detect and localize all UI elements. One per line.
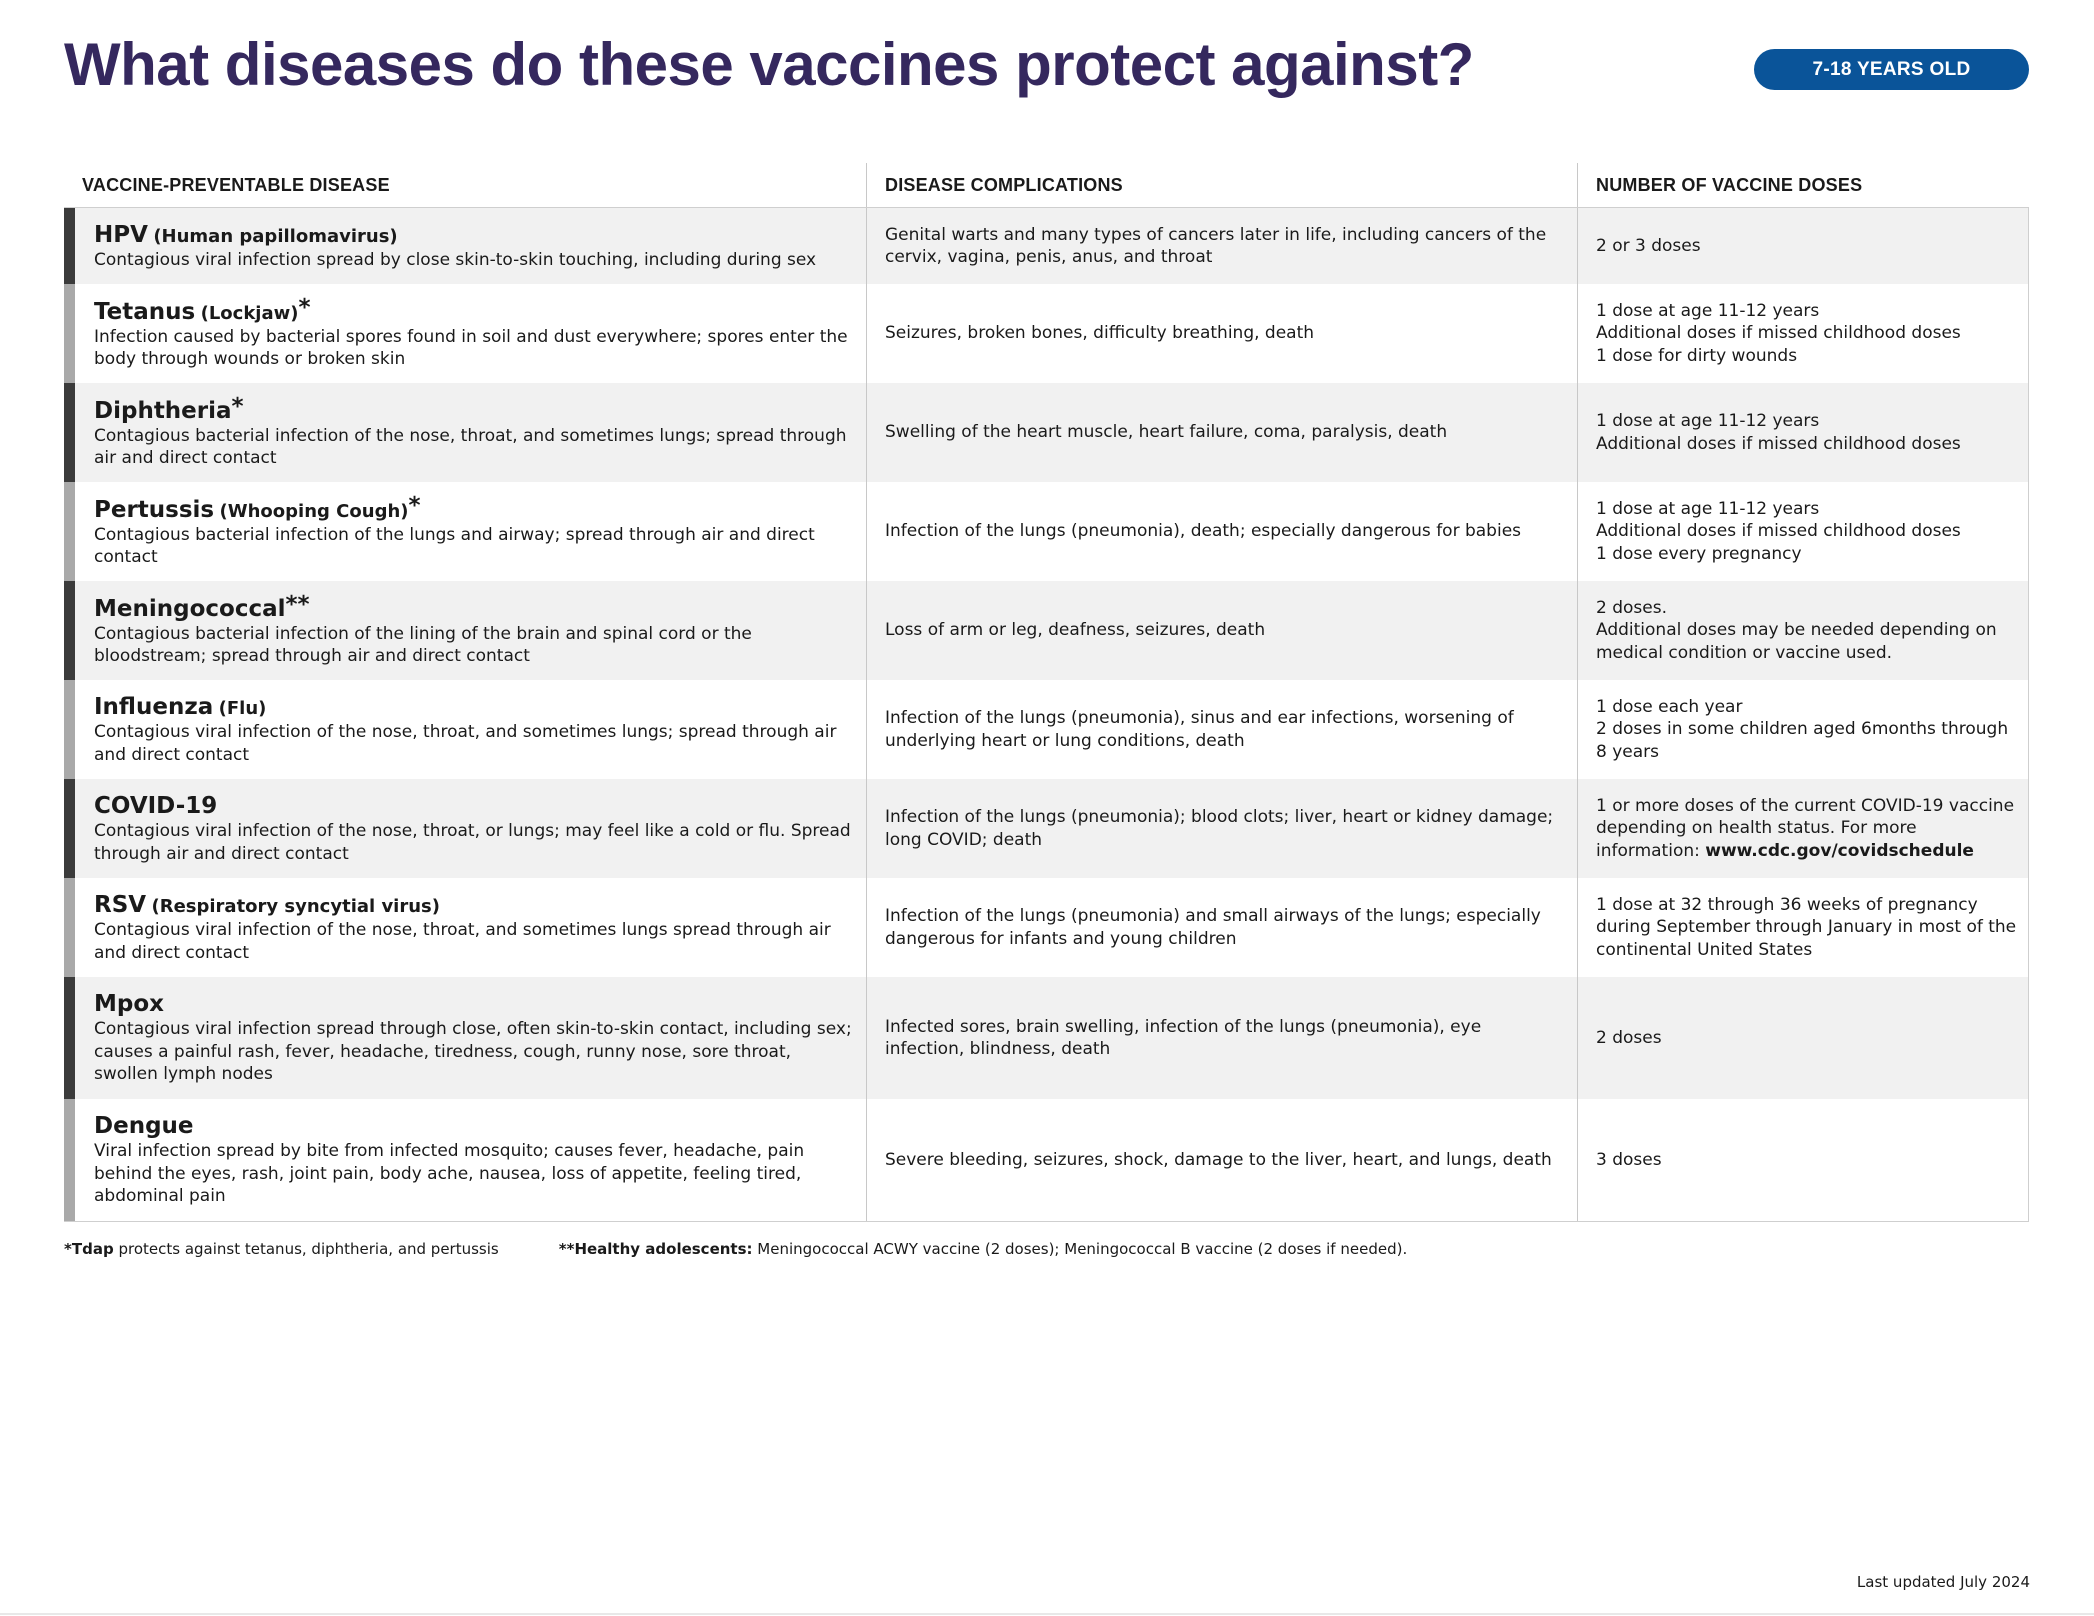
table-row <box>64 779 2028 878</box>
dose-line: 1 dose for dirty wounds <box>1596 345 1798 366</box>
disease-info <box>94 221 816 272</box>
doses-list <box>1596 696 2017 764</box>
row-accent-bar <box>64 779 75 878</box>
complications-text: Seizures, broken bones, difficulty breathing, death <box>885 323 1315 344</box>
table-row <box>64 878 2028 977</box>
disease-cell <box>64 977 866 1099</box>
row-accent-bar <box>64 208 75 284</box>
disease-subtitle: (Flu) <box>218 698 267 719</box>
dose-text: 1 or more doses of the current COVID-19 vaccine depending on health status. For more information: <box>1596 795 2015 861</box>
complications-cell <box>866 680 1577 779</box>
dose-line: 2 or 3 doses <box>1596 235 1701 256</box>
dose-line: Additional doses if missed childhood doses <box>1596 521 1961 542</box>
disease-description: Contagious viral infection of the nose, throat, or lungs; may feel like a cold or flu. Spread through air and direct contact <box>94 821 851 864</box>
disease-heading <box>94 591 852 623</box>
doses-cell <box>1577 680 2029 779</box>
footnote-meningococcal <box>559 1240 1407 1258</box>
disease-name: Pertussis <box>94 496 215 523</box>
disease-heading <box>94 294 852 326</box>
disease-info <box>94 591 852 668</box>
disease-info <box>94 1112 852 1208</box>
complications-cell <box>866 482 1577 581</box>
disease-info <box>94 492 852 569</box>
disease-cell <box>64 779 866 878</box>
footnote-tdap-text: protects against tetanus, diphtheria, and pertussis <box>113 1240 499 1258</box>
complications-cell <box>866 878 1577 977</box>
dose-line: 1 dose every pregnancy <box>1596 543 1802 564</box>
dose-line: 2 doses. <box>1596 597 1667 618</box>
disease-cell <box>64 208 866 284</box>
row-accent-bar <box>64 878 75 977</box>
footnote-tdap-mark: * <box>64 1240 72 1258</box>
dose-line: Additional doses if missed childhood doses <box>1596 323 1961 344</box>
footnotes <box>64 1240 1407 1258</box>
table-row <box>64 208 2028 284</box>
disease-cell <box>64 878 866 977</box>
doses-cell <box>1577 383 2029 482</box>
row-accent-bar <box>64 680 75 779</box>
complications-cell <box>866 383 1577 482</box>
row-accent-bar <box>64 581 75 680</box>
disease-heading <box>94 792 852 820</box>
dose-line <box>1596 795 2017 863</box>
complications-cell <box>866 581 1577 680</box>
disease-info <box>94 393 852 470</box>
dose-line: 3 doses <box>1596 1149 1662 1170</box>
disease-name: COVID-19 <box>94 793 218 819</box>
table-row <box>64 977 2028 1099</box>
disease-name: Diphtheria <box>94 397 232 424</box>
disease-info <box>94 891 852 964</box>
doses-list <box>1596 410 1961 455</box>
disease-name: Tetanus <box>94 298 196 325</box>
complications-text: Infection of the lungs (pneumonia), sinus and ear infections, worsening of underlying heart or lung conditions, death <box>885 708 1514 751</box>
dose-line: 1 dose at 32 through 36 weeks of pregnancy during September through January in most of the continental United States <box>1596 894 2017 960</box>
disease-heading <box>94 393 852 425</box>
doses-list <box>1596 795 2017 863</box>
dose-line: 2 doses <box>1596 1027 1662 1048</box>
table-row <box>64 383 2028 482</box>
footnote-tdap <box>64 1240 499 1258</box>
footnote-marker: * <box>231 393 244 420</box>
complications-text: Infection of the lungs (pneumonia) and small airways of the lungs; especially dangerous for infants and young children <box>885 906 1541 949</box>
disease-name: HPV <box>94 221 148 248</box>
complications-cell <box>866 1099 1577 1221</box>
dose-line: 1 dose at age 11-12 years <box>1596 411 1820 431</box>
disease-description: Contagious bacterial infection of the lungs and airway; spread through air and direct contact <box>94 524 815 567</box>
complications-text: Infection of the lungs (pneumonia); blood clots; liver, heart or kidney damage; long COVID; death <box>885 807 1554 850</box>
disease-description: Viral infection spread by bite from infected mosquito; causes fever, headache, pain behind the eyes, rash, joint pain, body ache, nausea, loss of appetite, feeling tired, abdominal pain <box>94 1141 805 1207</box>
footnote-marker: * <box>408 492 421 519</box>
doses-cell <box>1577 1099 2029 1221</box>
disease-info <box>94 693 852 766</box>
disease-subtitle: (Human papillomavirus) <box>153 225 398 247</box>
row-accent-bar <box>64 284 75 383</box>
table-row <box>64 482 2028 581</box>
disease-info <box>94 294 852 371</box>
bottom-rule <box>0 1613 2094 1615</box>
vaccine-disease-table <box>64 163 2029 1222</box>
doses-list <box>1596 235 1701 258</box>
last-updated: Last updated July 2024 <box>1856 1573 2030 1591</box>
doses-cell <box>1577 977 2029 1099</box>
complications-cell <box>866 779 1577 878</box>
disease-heading <box>94 221 816 249</box>
table-body <box>64 207 2029 1222</box>
disease-description: Contagious viral infection spread through close, often skin-to-skin contact, including sex; causes a painful rash, fever, headache, tiredness, cough, runny nose, sore throat, swollen lymph nodes <box>94 1019 852 1085</box>
complications-text: Loss of arm or leg, deafness, seizures, death <box>885 620 1266 641</box>
dose-line: 2 doses in some children aged 6months through 8 years <box>1596 719 2009 762</box>
column-header-doses: NUMBER OF VACCINE DOSES <box>1577 163 2029 207</box>
footnote-meningococcal-label: Healthy adolescents: <box>574 1240 753 1258</box>
complications-cell <box>866 208 1577 284</box>
table-header <box>64 163 2029 207</box>
doses-cell <box>1577 482 2029 581</box>
disease-description: Contagious viral infection of the nose, throat, and sometimes lungs spread through air and direct contact <box>94 920 831 963</box>
dose-line: 1 dose each year <box>1596 696 1743 717</box>
complications-text: Infection of the lungs (pneumonia), death; especially dangerous for babies <box>885 521 1522 542</box>
doses-list <box>1596 1027 1662 1050</box>
row-accent-bar <box>64 1099 75 1221</box>
disease-name: Dengue <box>94 1113 194 1140</box>
disease-description: Contagious bacterial infection of the nose, throat, and sometimes lungs; spread through air and direct contact <box>94 425 847 468</box>
doses-list <box>1596 894 2017 962</box>
doses-list <box>1596 300 1961 368</box>
disease-heading <box>94 891 852 919</box>
disease-info <box>94 990 852 1086</box>
disease-cell <box>64 581 866 680</box>
table-row <box>64 581 2028 680</box>
complications-cell <box>866 284 1577 383</box>
disease-description: Infection caused by bacterial spores found in soil and dust everywhere; spores enter the body through wounds or broken skin <box>94 326 848 369</box>
disease-heading <box>94 693 852 721</box>
doses-cell <box>1577 208 2029 284</box>
disease-subtitle: (Lockjaw) <box>200 302 299 324</box>
row-accent-bar <box>64 482 75 581</box>
disease-cell <box>64 284 866 383</box>
doses-list <box>1596 597 2017 665</box>
disease-heading <box>94 1112 852 1140</box>
disease-description: Contagious viral infection of the nose, throat, and sometimes lungs; spread through air and direct contact <box>94 722 837 765</box>
complications-cell <box>866 977 1577 1099</box>
footnote-marker: * <box>298 294 311 321</box>
disease-heading <box>94 990 852 1018</box>
page-title: What diseases do these vaccines protect against? <box>64 31 1474 98</box>
dose-line: Additional doses if missed childhood doses <box>1596 433 1961 454</box>
footnote-marker: ** <box>285 591 310 618</box>
disease-heading <box>94 492 852 524</box>
age-range-badge: 7-18 YEARS OLD <box>1754 49 2029 90</box>
table-row <box>64 1099 2028 1221</box>
complications-text: Genital warts and many types of cancers later in life, including cancers of the cervix, vagina, penis, anus, and throat <box>885 224 1547 267</box>
doses-list <box>1596 1149 1662 1172</box>
doses-cell <box>1577 878 2029 977</box>
footnote-meningococcal-text: Meningococcal ACWY vaccine (2 doses); Meningococcal B vaccine (2 doses if needed). <box>752 1240 1408 1258</box>
doses-cell <box>1577 581 2029 680</box>
row-accent-bar <box>64 383 75 482</box>
table-row <box>64 680 2028 779</box>
disease-subtitle: (Respiratory syncytial virus) <box>151 896 440 917</box>
doses-list <box>1596 498 1961 566</box>
complications-text: Severe bleeding, seizures, shock, damage to the liver, heart, and lungs, death <box>885 1149 1552 1170</box>
disease-subtitle: (Whooping Cough) <box>219 500 409 522</box>
disease-name: Mpox <box>94 991 164 1018</box>
complications-text: Swelling of the heart muscle, heart failure, coma, paralysis, death <box>885 422 1448 443</box>
complications-text: Infected sores, brain swelling, infection of the lungs (pneumonia), eye infection, blindness, death <box>885 1016 1482 1059</box>
footnote-meningococcal-mark: ** <box>558 1240 575 1258</box>
table-row <box>64 284 2028 383</box>
dose-line: 1 dose at age 11-12 years <box>1596 498 1820 519</box>
doses-cell <box>1577 284 2029 383</box>
covid-schedule-link[interactable]: www.cdc.gov/covidschedule <box>1705 840 1974 861</box>
disease-cell <box>64 482 866 581</box>
disease-cell <box>64 383 866 482</box>
row-accent-bar <box>64 977 75 1099</box>
doses-cell <box>1577 779 2029 878</box>
disease-info <box>94 792 852 865</box>
disease-name: Meningococcal <box>94 595 286 622</box>
disease-cell <box>64 680 866 779</box>
disease-description: Contagious viral infection spread by close skin-to-skin touching, including during sex <box>94 249 817 270</box>
footnote-tdap-label: Tdap <box>71 1240 114 1258</box>
column-header-disease: VACCINE-PREVENTABLE DISEASE <box>82 174 390 195</box>
column-header-complications: DISEASE COMPLICATIONS <box>866 163 1577 207</box>
disease-cell <box>64 1099 866 1221</box>
disease-name: Influenza <box>94 694 214 720</box>
dose-line: 1 dose at age 11-12 years <box>1596 300 1820 321</box>
dose-line: Additional doses may be needed depending on medical condition or vaccine used. <box>1596 620 1997 663</box>
disease-name: RSV <box>94 892 147 918</box>
disease-description: Contagious bacterial infection of the lining of the brain and spinal cord or the bloodstream; spread through air and direct contact <box>94 623 752 666</box>
